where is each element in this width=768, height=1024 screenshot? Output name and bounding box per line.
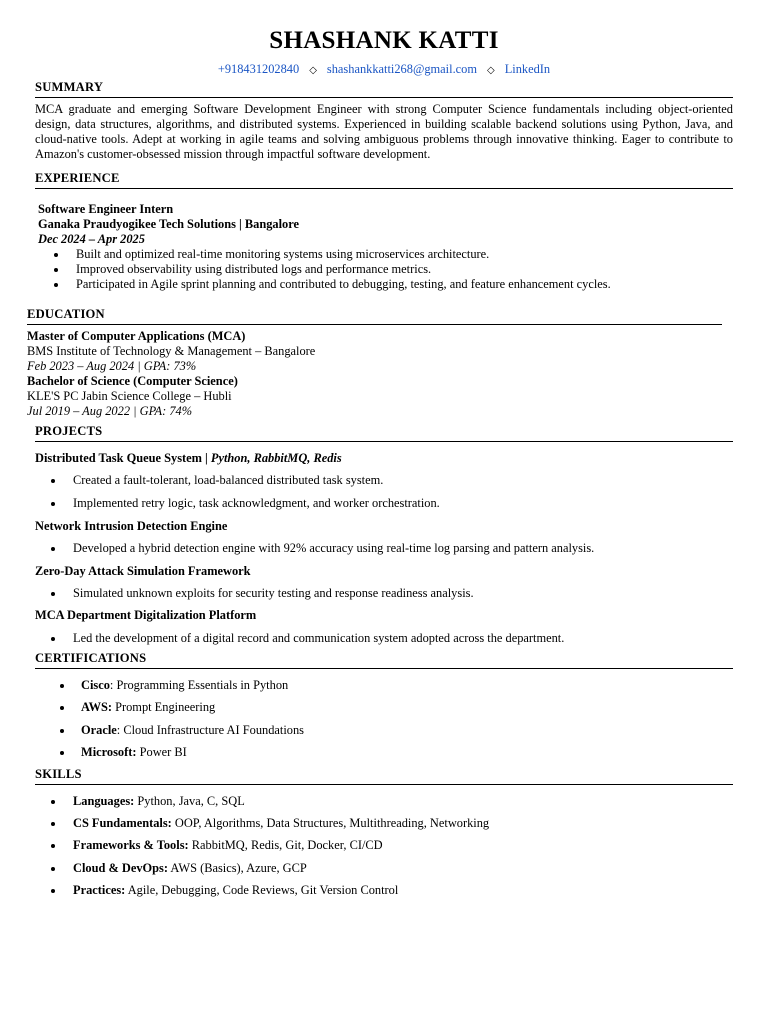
project-title: Zero-Day Attack Simulation Framework bbox=[35, 564, 251, 578]
job-company: Ganaka Praudyogikee Tech Solutions | Bangalore bbox=[38, 217, 300, 231]
experience-entry bbox=[35, 202, 733, 292]
degree-title: Bachelor of Science (Computer Science) bbox=[27, 374, 238, 388]
degree-details: Jul 2019 – Aug 2022 | GPA: 74% bbox=[27, 404, 193, 418]
project-title: Network Intrusion Detection Engine bbox=[35, 519, 228, 533]
list-item: Simulated unknown exploits for security testing and response readiness analysis. bbox=[35, 586, 474, 601]
summary-text: MCA graduate and emerging Software Development Engineer with strong Computer Science fundamentals including object-oriented design, data structures, algorithms, and distributed systems. Experienced in building scalable backend solutions using Python, Java, and cloud-native tools. Adept at working in agile teams and solving ambiguous problems through innovative thinking. Eager to contribute to Amazon's customer-obsessed mission through impactful software development. bbox=[35, 102, 733, 161]
list-item: Created a fault-tolerant, load-balanced distributed task system. bbox=[35, 473, 383, 488]
certifications-list bbox=[35, 669, 733, 769]
summary-section bbox=[35, 80, 733, 162]
cert-name: Power BI bbox=[139, 745, 187, 759]
list-item: Implemented retry logic, task acknowledgment, and worker orchestration. bbox=[35, 496, 440, 511]
skills-heading: SKILLS bbox=[35, 767, 733, 785]
list-item: Led the development of a digital record and communication system adopted across the department. bbox=[35, 631, 564, 646]
skills-section bbox=[35, 767, 733, 905]
school-name: KLE'S PC Jabin Science College – Hubli bbox=[27, 389, 232, 403]
skill-value: RabbitMQ, Redis, Git, Docker, CI/CD bbox=[188, 838, 383, 852]
contact-line bbox=[0, 62, 768, 78]
skills-list bbox=[35, 785, 733, 905]
email-link[interactable]: shashankkatti268@gmail.com bbox=[326, 62, 477, 76]
skill-label: Practices: bbox=[73, 883, 126, 897]
cert-issuer: AWS: bbox=[81, 700, 112, 714]
list-item bbox=[35, 700, 215, 715]
job-role: Software Engineer Intern bbox=[38, 202, 174, 216]
certifications-section bbox=[35, 651, 733, 769]
project-title: Distributed Task Queue System | Python, RabbitMQ, Redis bbox=[35, 451, 342, 465]
projects-list bbox=[35, 442, 733, 657]
list-item: Oracle: Cloud Infrastructure AI Foundations bbox=[35, 723, 304, 738]
skill-label: Cloud & DevOps: bbox=[73, 861, 169, 875]
projects-heading: PROJECTS bbox=[35, 424, 733, 442]
list-item: Improved observability using distributed logs and performance metrics. bbox=[38, 262, 733, 277]
school-name: BMS Institute of Technology & Management – Bangalore bbox=[27, 344, 316, 358]
job-dates: Dec 2024 – Apr 2025 bbox=[38, 232, 145, 246]
list-item bbox=[35, 816, 489, 831]
experience-heading: EXPERIENCE bbox=[35, 171, 733, 189]
degree-details: Feb 2023 – Aug 2024 | GPA: 73% bbox=[27, 359, 197, 373]
education-entry bbox=[27, 329, 722, 374]
phone-link[interactable]: +918431202840 bbox=[217, 62, 300, 76]
linkedin-link[interactable]: LinkedIn bbox=[504, 62, 551, 76]
cert-name: Prompt Engineering bbox=[115, 700, 216, 714]
list-item bbox=[35, 745, 187, 760]
list-item bbox=[35, 838, 383, 853]
degree-title: Master of Computer Applications (MCA) bbox=[27, 329, 246, 343]
list-item: Developed a hybrid detection engine with 92% accuracy using real-time log parsing and pattern analysis. bbox=[35, 541, 594, 556]
cert-issuer: Cisco bbox=[81, 678, 110, 692]
summary-heading: SUMMARY bbox=[35, 80, 733, 98]
cert-name: Cloud Infrastructure AI Foundations bbox=[123, 723, 304, 737]
list-item: Built and optimized real-time monitoring systems using microservices architecture. bbox=[38, 247, 733, 262]
diamond-separator-icon: ◇ bbox=[309, 65, 317, 76]
skill-value: AWS (Basics), Azure, GCP bbox=[168, 861, 307, 875]
list-item: Participated in Agile sprint planning and contributed to debugging, testing, and feature enhancement cycles. bbox=[38, 277, 733, 292]
education-entry bbox=[27, 374, 722, 419]
certifications-heading: CERTIFICATIONS bbox=[35, 651, 733, 669]
skill-value: Python, Java, C, SQL bbox=[134, 794, 245, 808]
cert-name: Programming Essentials in Python bbox=[116, 678, 289, 692]
list-item bbox=[35, 861, 307, 876]
education-section bbox=[27, 307, 722, 419]
project-tech: Python, RabbitMQ, Redis bbox=[210, 451, 342, 465]
skill-value: Agile, Debugging, Code Reviews, Git Version Control bbox=[125, 883, 399, 897]
cert-issuer: Microsoft: bbox=[81, 745, 137, 759]
project-title: MCA Department Digitalization Platform bbox=[35, 608, 257, 622]
skill-label: Languages: bbox=[73, 794, 135, 808]
candidate-name: SHASHANK KATTI bbox=[269, 27, 499, 54]
skill-label: CS Fundamentals: bbox=[73, 816, 172, 830]
skill-value: OOP, Algorithms, Data Structures, Multithreading, Networking bbox=[171, 816, 490, 830]
list-item bbox=[35, 883, 398, 898]
list-item: Cisco: Programming Essentials in Python bbox=[35, 678, 288, 693]
education-heading: EDUCATION bbox=[27, 307, 722, 325]
cert-issuer: Oracle bbox=[81, 723, 117, 737]
projects-section bbox=[35, 424, 733, 657]
experience-section bbox=[35, 171, 733, 292]
skill-label: Frameworks & Tools: bbox=[73, 838, 189, 852]
job-bullets bbox=[38, 247, 733, 292]
diamond-separator-icon: ◇ bbox=[487, 65, 495, 76]
list-item bbox=[35, 794, 245, 809]
